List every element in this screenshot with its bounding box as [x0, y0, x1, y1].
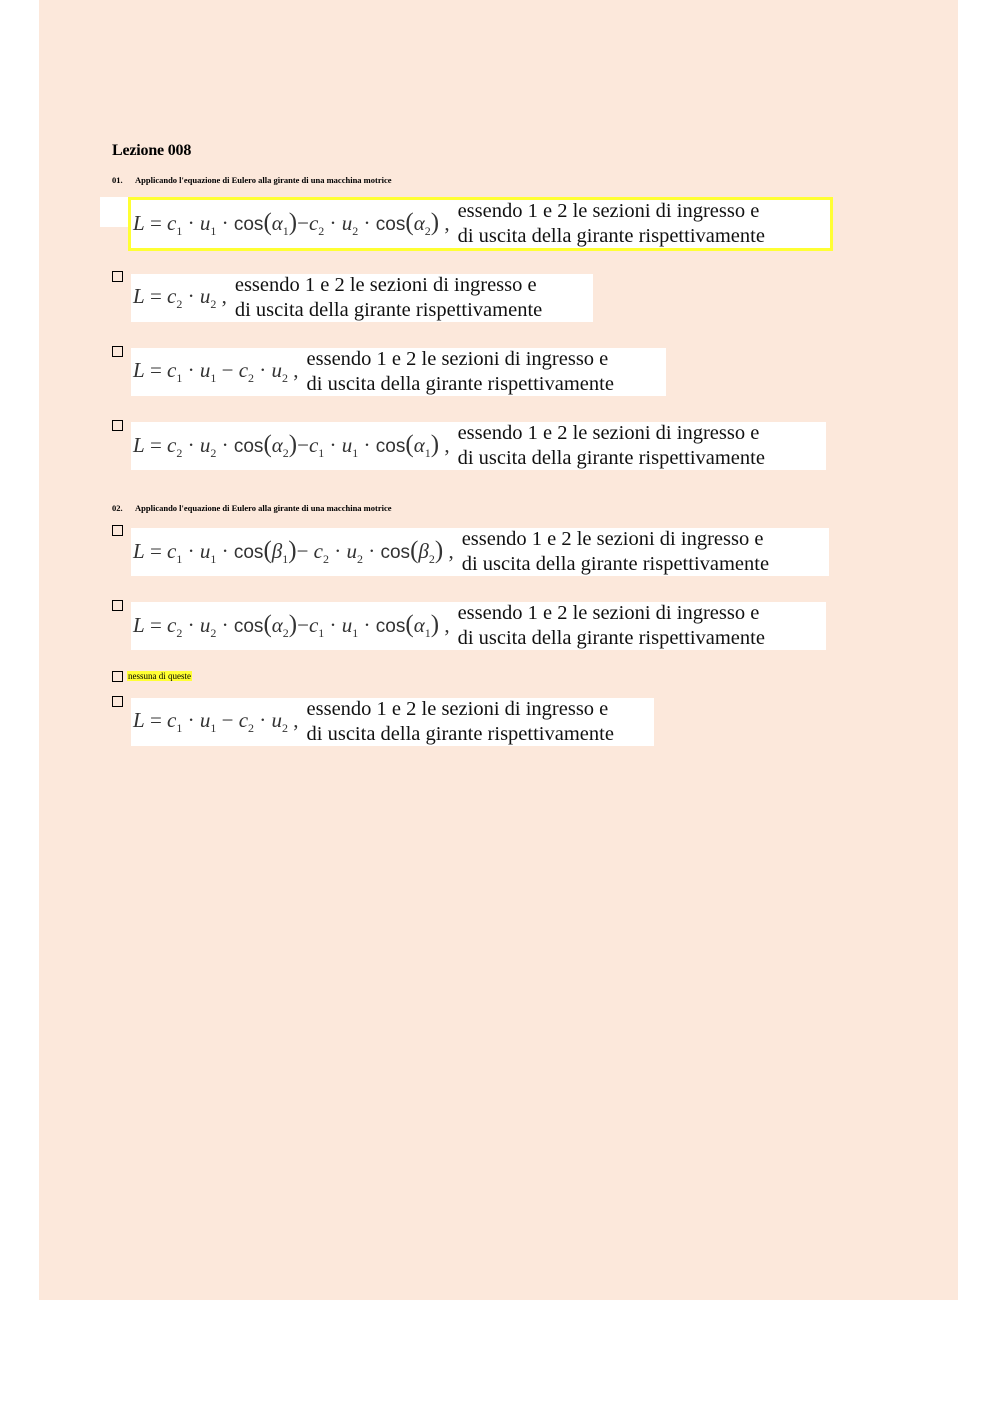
formula: $L = c_2 \cdot u_2 \cdot \cos(\alpha_2)-c_1 \cdot u_1 \cdot \cos(\alpha_1)$ , [133, 611, 450, 640]
answer-description [307, 697, 614, 747]
answer-description [458, 421, 765, 471]
formula: $L = c_2 \cdot u_2$ , [133, 284, 227, 311]
desc-line-2: di uscita della girante rispettivamente [461, 553, 770, 575]
answer-description [307, 347, 614, 397]
desc-line-1: essendo 1 e 2 le sezioni di ingresso e [234, 274, 537, 296]
answer-checkbox[interactable] [112, 671, 123, 682]
desc-line-1: essendo 1 e 2 le sezioni di ingresso e [306, 348, 609, 370]
answer-description [235, 273, 542, 323]
lesson-title: Lezione 008 [112, 142, 192, 159]
desc-line-2: di uscita della girante rispettivamente [306, 723, 614, 745]
answer-checkbox[interactable] [112, 525, 123, 536]
answer-checkbox[interactable] [112, 600, 123, 611]
answer-checkbox[interactable] [112, 346, 123, 357]
answer-description [458, 601, 765, 651]
desc-line-1: essendo 1 e 2 le sezioni di ingresso e [457, 422, 760, 444]
desc-line-1: essendo 1 e 2 le sezioni di ingresso e [457, 602, 760, 624]
answer-checkbox[interactable] [112, 271, 123, 282]
question-number: 01. [112, 175, 123, 185]
desc-line-1: essendo 1 e 2 le sezioni di ingresso e [457, 200, 760, 222]
formula: $L = c_1 \cdot u_1 - c_2 \cdot u_2$ , [133, 358, 299, 385]
answer-option[interactable] [131, 528, 829, 576]
desc-line-2: di uscita della girante rispettivamente [457, 447, 765, 469]
question-text: Applicando l'equazione di Eulero alla girante di una macchina motrice [135, 503, 392, 513]
desc-line-2: di uscita della girante rispettivamente [306, 373, 614, 395]
desc-line-2: di uscita della girante rispettivamente [234, 299, 543, 321]
answer-option[interactable] [131, 274, 593, 322]
question-02 [112, 503, 392, 513]
answer-description [462, 527, 769, 577]
answer-option[interactable] [131, 602, 826, 650]
desc-line-2: di uscita della girante rispettivamente [457, 225, 765, 247]
answer-checkbox[interactable] [112, 696, 123, 707]
formula: $L = c_1 \cdot u_1 \cdot \cos(\alpha_1)-c_2 \cdot u_2 \cdot \cos(\alpha_2)$ , [133, 209, 450, 238]
question-text: Applicando l'equazione di Eulero alla girante di una macchina motrice [135, 175, 392, 185]
desc-line-2: di uscita della girante rispettivamente [457, 627, 765, 649]
answer-option[interactable] [131, 348, 666, 396]
desc-line-1: essendo 1 e 2 le sezioni di ingresso e [461, 528, 764, 550]
answer-option[interactable] [131, 200, 830, 248]
desc-line-1: essendo 1 e 2 le sezioni di ingresso e [306, 698, 609, 720]
answer-option[interactable] [131, 422, 826, 470]
answer-checkbox[interactable] [112, 420, 123, 431]
question-number: 02. [112, 503, 123, 513]
question-01 [112, 175, 392, 185]
formula: $L = c_1 \cdot u_1 - c_2 \cdot u_2$ , [133, 708, 299, 735]
formula: $L = c_2 \cdot u_2 \cdot \cos(\alpha_2)-c_1 \cdot u_1 \cdot \cos(\alpha_1)$ , [133, 431, 450, 460]
answer-option[interactable] [131, 698, 654, 746]
answer-description [458, 199, 765, 249]
formula: $L = c_1 \cdot u_1 \cdot \cos(\beta_1)- c_2 \cdot u_2 \cdot \cos(\beta_2)$ , [133, 537, 454, 566]
selected-answer-label[interactable]: nessuna di queste [128, 671, 191, 681]
